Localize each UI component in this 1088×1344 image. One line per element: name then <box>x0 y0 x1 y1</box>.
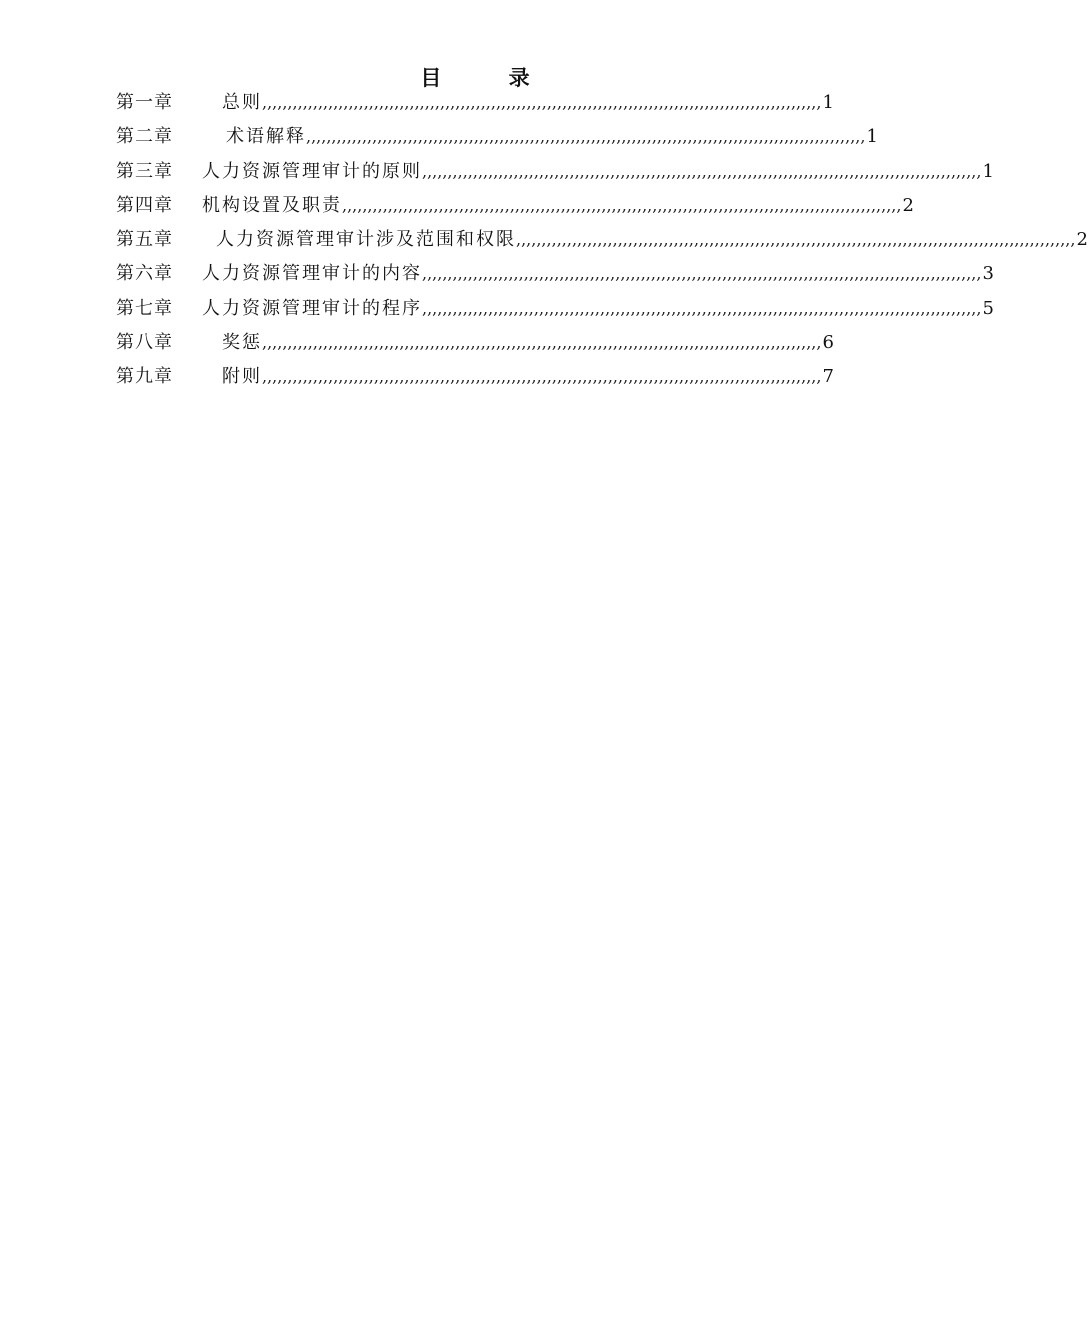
toc-page-number: 1 <box>866 126 878 148</box>
toc-list <box>116 86 1088 395</box>
toc-chapter-number: 第二章 <box>116 126 173 148</box>
toc-entry[interactable] <box>116 86 834 120</box>
toc-dot-leader: ,,,,,,,,,,,,,,,,,,,,,,,,,,,,,,,,,,,,,,,,,,,,,,,,,,,,,,,,,,,,,,,,,,,,,,,,,,,,,,,,,,,,,,,,,,,,,,,,,,,,,,,,,,,,,, <box>516 230 1076 250</box>
toc-chapter-number: 第五章 <box>116 229 173 251</box>
toc-page-number: 1 <box>822 92 834 113</box>
toc-chapter-number: 第四章 <box>116 194 173 216</box>
toc-page-number: 7 <box>822 366 834 388</box>
toc-page-number: 2 <box>1076 229 1088 251</box>
toc-chapter-number: 第六章 <box>116 263 173 285</box>
toc-chapter-number: 第八章 <box>116 332 173 354</box>
toc-chapter-title: 人力资源管理审计的程序 <box>202 297 422 319</box>
toc-entry[interactable] <box>116 189 914 223</box>
toc-title: 目 录 <box>420 66 560 90</box>
toc-entry[interactable] <box>116 257 994 291</box>
toc-chapter-number: 第一章 <box>116 92 173 113</box>
toc-page-number: 5 <box>982 297 994 319</box>
toc-dot-leader: ,,,,,,,,,,,,,,,,,,,,,,,,,,,,,,,,,,,,,,,,,,,,,,,,,,,,,,,,,,,,,,,,,,,,,,,,,,,,,,,,,,,,,,,,,,,,,,,,,,,,,,,,,,,,,, <box>262 333 822 353</box>
toc-chapter-title: 术语解释 <box>226 126 306 148</box>
toc-chapter-title: 人力资源管理审计的原则 <box>202 160 422 182</box>
toc-chapter-title: 人力资源管理审计的内容 <box>202 263 422 285</box>
toc-dot-leader: ,,,,,,,,,,,,,,,,,,,,,,,,,,,,,,,,,,,,,,,,,,,,,,,,,,,,,,,,,,,,,,,,,,,,,,,,,,,,,,,,,,,,,,,,,,,,,,,,,,,,,,,,,,,,,, <box>422 264 982 284</box>
toc-chapter-number: 第三章 <box>116 160 173 182</box>
toc-dot-leader: ,,,,,,,,,,,,,,,,,,,,,,,,,,,,,,,,,,,,,,,,,,,,,,,,,,,,,,,,,,,,,,,,,,,,,,,,,,,,,,,,,,,,,,,,,,,,,,,,,,,,,,,,,,,,,, <box>306 127 866 147</box>
toc-entry[interactable] <box>116 120 878 154</box>
toc-chapter-title: 人力资源管理审计涉及范围和权限 <box>216 229 516 251</box>
toc-entry[interactable] <box>116 223 1088 257</box>
toc-chapter-number: 第九章 <box>116 366 173 388</box>
toc-entry[interactable] <box>116 155 994 189</box>
toc-chapter-title: 机构设置及职责 <box>202 194 342 216</box>
toc-page-number: 3 <box>982 263 994 285</box>
toc-page-number: 6 <box>822 332 834 354</box>
toc-chapter-title: 总则 <box>222 92 262 113</box>
toc-chapter-title: 附则 <box>222 366 262 388</box>
toc-dot-leader: ,,,,,,,,,,,,,,,,,,,,,,,,,,,,,,,,,,,,,,,,,,,,,,,,,,,,,,,,,,,,,,,,,,,,,,,,,,,,,,,,,,,,,,,,,,,,,,,,,,,,,,,,,,,,,, <box>422 161 982 181</box>
toc-chapter-number: 第七章 <box>116 297 173 319</box>
toc-entry[interactable] <box>116 292 994 326</box>
toc-dot-leader: ,,,,,,,,,,,,,,,,,,,,,,,,,,,,,,,,,,,,,,,,,,,,,,,,,,,,,,,,,,,,,,,,,,,,,,,,,,,,,,,,,,,,,,,,,,,,,,,,,,,,,,,,,,,,,, <box>422 298 982 318</box>
toc-chapter-title: 奖惩 <box>222 332 262 354</box>
toc-page-number: 1 <box>982 160 994 182</box>
toc-dot-leader: ,,,,,,,,,,,,,,,,,,,,,,,,,,,,,,,,,,,,,,,,,,,,,,,,,,,,,,,,,,,,,,,,,,,,,,,,,,,,,,,,,,,,,,,,,,,,,,,,,,,,,,,,,,,,,, <box>262 93 822 112</box>
toc-page-number: 2 <box>902 194 914 216</box>
toc-entry[interactable] <box>116 360 834 394</box>
toc-entry[interactable] <box>116 326 834 360</box>
toc-dot-leader: ,,,,,,,,,,,,,,,,,,,,,,,,,,,,,,,,,,,,,,,,,,,,,,,,,,,,,,,,,,,,,,,,,,,,,,,,,,,,,,,,,,,,,,,,,,,,,,,,,,,,,,,,,,,,,, <box>342 195 902 215</box>
toc-dot-leader: ,,,,,,,,,,,,,,,,,,,,,,,,,,,,,,,,,,,,,,,,,,,,,,,,,,,,,,,,,,,,,,,,,,,,,,,,,,,,,,,,,,,,,,,,,,,,,,,,,,,,,,,,,,,,,, <box>262 367 822 387</box>
